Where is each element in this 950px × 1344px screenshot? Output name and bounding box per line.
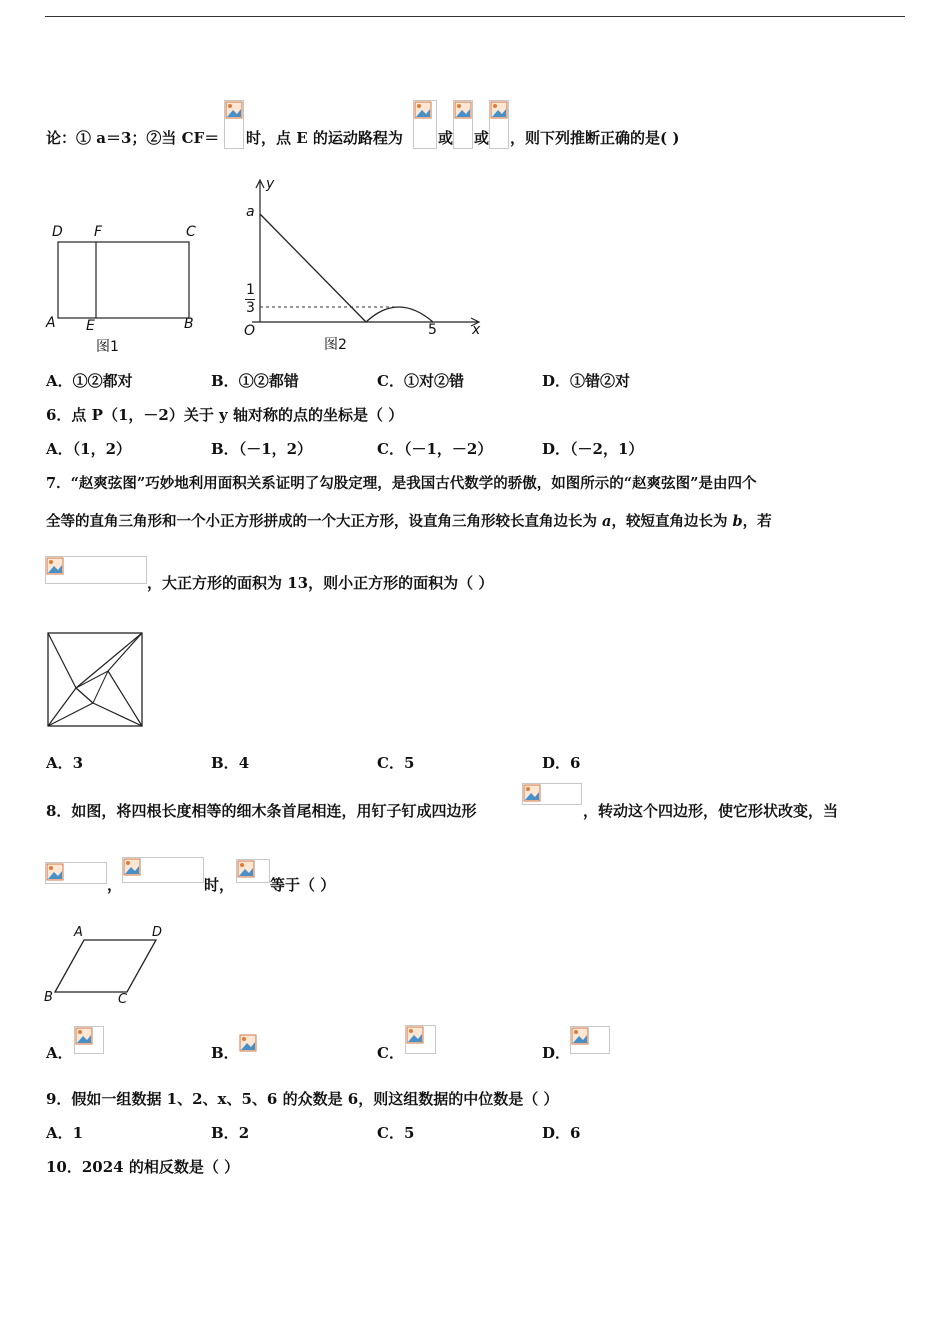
- q5-or-1: 或: [438, 129, 454, 147]
- option-text: ①②都错: [238, 372, 299, 390]
- q8-option-c[interactable]: [377, 1042, 404, 1063]
- fig1-label-a: A: [46, 315, 56, 331]
- q8-option-a-image[interactable]: [74, 1026, 104, 1054]
- formula-image-path2: [453, 100, 473, 149]
- q7-line-2a: 全等的直角三角形和一个小正方形拼成的一个大正方形，设直角三角形较长直角边长为: [46, 513, 603, 530]
- broken-image-icon: [414, 101, 432, 119]
- fig2-label-y: y: [266, 176, 275, 192]
- option-letter: D．: [542, 754, 571, 772]
- q6-option-b[interactable]: [211, 438, 312, 459]
- option-text: 2: [238, 1124, 250, 1142]
- q8-line-1a: 8．如图，将四根长度相等的细木条首尾相连，用钉子钉成四边形: [46, 802, 477, 820]
- q5-option-b[interactable]: [211, 370, 299, 391]
- graph-arc: [366, 307, 433, 322]
- q8-comma: ，: [107, 876, 123, 894]
- option-letter: B．: [211, 440, 239, 458]
- q9-stem: 9．假如一组数据 1、2、x、5、6 的众数是 6，则这组数据的中位数是（ ）: [46, 1090, 559, 1108]
- broken-image-icon: [239, 1034, 257, 1052]
- figure-1: [40, 222, 210, 357]
- q9-option-b[interactable]: [211, 1122, 249, 1143]
- rhombus-label-c: C: [118, 992, 128, 1007]
- q7-var-b: b: [732, 513, 743, 530]
- option-letter: D．: [542, 1044, 571, 1062]
- option-letter: B．: [211, 1124, 239, 1142]
- q7-option-b[interactable]: [211, 752, 249, 773]
- fig1-label-d: D: [52, 224, 63, 240]
- option-text: （－2，1）: [570, 440, 644, 458]
- q5-option-a[interactable]: [46, 370, 133, 391]
- option-text: 1: [72, 1124, 84, 1142]
- formula-image-condition-1: [45, 862, 107, 884]
- rhombus-label-d: D: [152, 925, 163, 940]
- option-letter: B．: [211, 1044, 239, 1062]
- broken-image-icon: [454, 101, 472, 119]
- option-text: 6: [570, 754, 581, 772]
- q9-option-c[interactable]: [377, 1122, 414, 1143]
- figure-2: [238, 176, 488, 356]
- option-letter: C．: [377, 1044, 404, 1062]
- option-text: ①②都对: [72, 372, 133, 390]
- option-letter: A．: [46, 440, 73, 458]
- q7-option-a[interactable]: [46, 752, 83, 773]
- q7-var-a: a: [602, 513, 612, 530]
- q5-or-2: 或: [474, 129, 490, 147]
- option-letter: B．: [211, 372, 239, 390]
- broken-image-icon: [571, 1027, 589, 1045]
- option-text: 5: [403, 754, 415, 772]
- option-letter: C．: [377, 754, 404, 772]
- option-letter: D．: [542, 440, 571, 458]
- fig2-label-x: x: [472, 322, 481, 338]
- formula-image-target: [236, 859, 270, 883]
- q7-line-2c: ，若: [742, 513, 772, 530]
- q8-when: 时，: [204, 876, 235, 894]
- q5-text-part2: 时，点 E 的运动路程为: [246, 129, 403, 147]
- q8-line-1b: ，转动这个四边形，使它形状改变，当: [583, 802, 839, 820]
- q5-option-d[interactable]: [542, 370, 630, 391]
- broken-image-icon: [123, 858, 141, 876]
- option-text: （－1，－2）: [403, 440, 493, 458]
- q5-text-part3: ，则下列推断正确的是( ): [510, 129, 680, 147]
- q6-option-a[interactable]: [46, 438, 131, 459]
- q7-line-1: 7．“赵爽弦图”巧妙地利用面积关系证明了勾股定理，是我国古代数学的骄傲，如图所示的“赵爽弦图”是由四个: [46, 475, 757, 492]
- fig2-label-o: O: [244, 323, 256, 339]
- fig1-label-b: B: [184, 316, 194, 332]
- rhombus-label-a: A: [74, 925, 83, 940]
- broken-image-icon: [225, 101, 243, 119]
- option-text: ①对②错: [403, 372, 464, 390]
- option-letter: A．: [46, 1044, 73, 1062]
- graph-line-segment: [260, 214, 366, 322]
- option-text: 4: [238, 754, 250, 772]
- broken-image-icon: [75, 1027, 93, 1045]
- q10-stem: 10．2024 的相反数是（ ）: [46, 1158, 240, 1176]
- option-text: 6: [570, 1124, 581, 1142]
- fig2-fraction-num: 1: [246, 282, 255, 298]
- q8-option-c-image[interactable]: [405, 1025, 436, 1054]
- fig1-label-e: E: [86, 318, 95, 334]
- q8-option-b-image[interactable]: [239, 1034, 256, 1054]
- option-letter: A．: [46, 754, 73, 772]
- q8-option-d-image[interactable]: [570, 1026, 610, 1054]
- q6-option-c[interactable]: [377, 438, 492, 459]
- option-letter: B．: [211, 754, 239, 772]
- q7-line-3: ，大正方形的面积为 13，则小正方形的面积为（ ）: [147, 574, 494, 592]
- broken-image-icon: [237, 860, 255, 878]
- q9-option-a[interactable]: [46, 1122, 83, 1143]
- broken-image-icon: [46, 863, 64, 881]
- fig1-label-f: F: [94, 224, 103, 240]
- broken-image-icon: [490, 101, 508, 119]
- rhombus-abcd: [55, 940, 156, 992]
- fig2-label-a: a: [246, 204, 255, 220]
- option-letter: C．: [377, 1124, 404, 1142]
- formula-image-path3: [489, 100, 509, 149]
- q5-option-c[interactable]: [377, 370, 464, 391]
- q8-option-a[interactable]: [46, 1042, 73, 1063]
- option-text: ①错②对: [570, 372, 631, 390]
- broken-image-icon: [406, 1026, 424, 1044]
- q7-option-c[interactable]: [377, 752, 414, 773]
- option-letter: C．: [377, 440, 404, 458]
- option-letter: D．: [542, 372, 571, 390]
- option-letter: A．: [46, 372, 73, 390]
- broken-image-icon: [46, 557, 64, 575]
- q7-line-2: [46, 510, 772, 531]
- rhombus-figure: [40, 925, 170, 1010]
- fig1-label-c: C: [186, 224, 196, 240]
- formula-image-condition-2: [122, 857, 204, 883]
- q8-option-d[interactable]: [542, 1042, 570, 1063]
- option-text: 3: [72, 754, 84, 772]
- fig2-caption: 图2: [324, 337, 347, 353]
- fig1-caption: 图1: [96, 339, 119, 355]
- option-text: 5: [403, 1124, 415, 1142]
- q7-line-2b: ，较短直角边长为: [611, 513, 733, 530]
- rhombus-label-b: B: [44, 990, 53, 1005]
- rectangle-abcd: [58, 242, 189, 318]
- header-rule: [45, 16, 905, 17]
- q8-equals: 等于（ ）: [270, 876, 336, 894]
- fig2-label-5: 5: [428, 322, 437, 338]
- q7-option-d[interactable]: [542, 752, 580, 773]
- q5-text-part1: 论：① a＝3；②当 CF＝: [46, 129, 220, 147]
- option-letter: A．: [46, 1124, 73, 1142]
- option-text: （－1，2）: [238, 440, 313, 458]
- formula-image-path1: [413, 100, 437, 149]
- q9-option-d[interactable]: [542, 1122, 580, 1143]
- fig2-fraction-den: 3: [246, 300, 255, 316]
- broken-image-icon: [523, 784, 541, 802]
- q6-stem: 6．点 P（1，－2）关于 y 轴对称的点的坐标是（ ）: [46, 406, 404, 424]
- q6-option-d[interactable]: [542, 438, 643, 459]
- option-letter: C．: [377, 372, 404, 390]
- zhao-shuang-diagram: [46, 631, 144, 727]
- formula-image-ab-condition: [45, 556, 147, 584]
- formula-image-abcd: [522, 783, 582, 805]
- option-text: （1，2）: [72, 440, 132, 458]
- q8-option-b[interactable]: [211, 1042, 239, 1063]
- formula-image-cf: [224, 100, 244, 149]
- option-letter: D．: [542, 1124, 571, 1142]
